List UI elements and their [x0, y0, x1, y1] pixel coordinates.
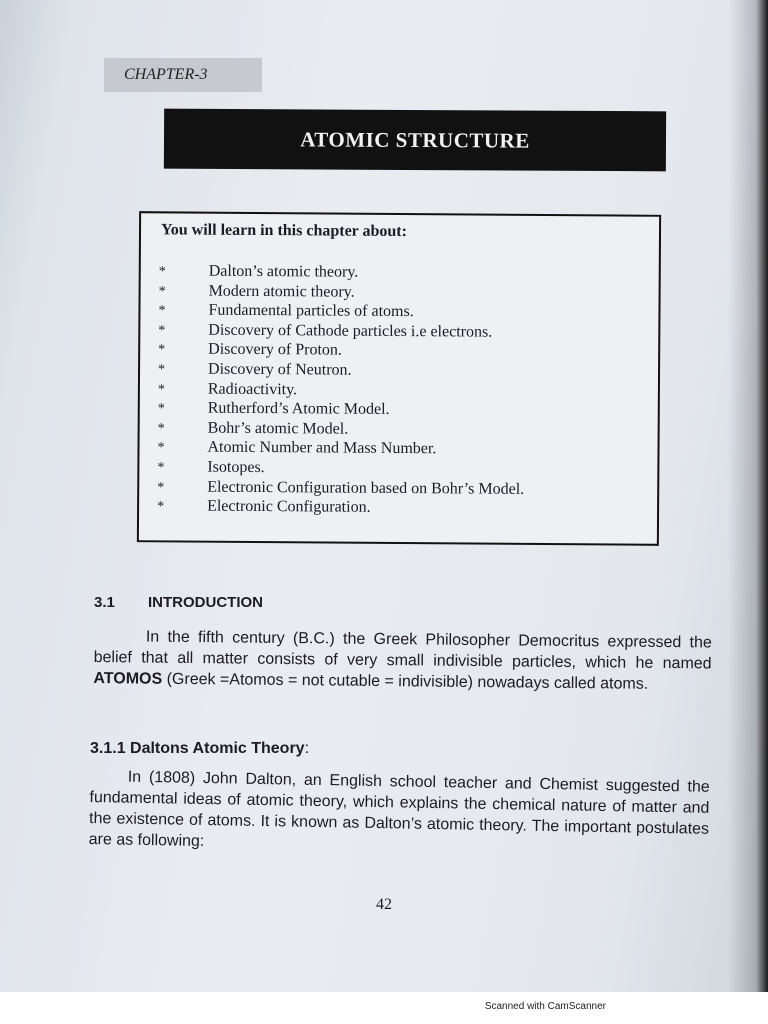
bullet-star: * [157, 440, 165, 456]
introduction-paragraph: In the fifth century (B.C.) the Greek Philosopher Democritus expressed the belief that all matter consists of very small indivisible particles, which he named ATOMOS (Greek =Atomos = not cutable = indivisible) nowadays called atoms. [93, 628, 712, 693]
page-number: 42 [376, 896, 392, 913]
list-item: * Electronic Configuration. [157, 497, 371, 516]
list-item: * Modern atomic theory. [158, 282, 355, 301]
bullet-star: * [157, 460, 165, 476]
bullet-star: * [157, 499, 165, 515]
list-item: * Fundamental particles of atoms. [158, 301, 414, 321]
list-item: * Dalton’s atomic theory. [158, 262, 359, 281]
scanner-watermark: Scanned with CamScanner [484, 1001, 606, 1012]
list-item: * Discovery of Neutron. [158, 360, 352, 379]
bullet-star: * [158, 283, 166, 299]
atomos-term: ATOMOS [93, 669, 163, 688]
bullet-star: * [158, 342, 166, 358]
learning-objectives-box [137, 211, 661, 546]
learning-objectives-list [153, 261, 526, 518]
bullet-star: * [158, 264, 166, 280]
list-item: * Radioactivity. [157, 380, 298, 398]
list-item: * Isotopes. [157, 458, 265, 477]
bullet-star: * [158, 362, 166, 378]
bullet-star: * [157, 421, 165, 437]
scanner-footer [0, 992, 768, 1024]
subsection-heading-dalton: 3.1.1 Daltons Atomic Theory: [90, 740, 310, 757]
learning-objectives-heading: You will learn in this chapter about: [160, 221, 408, 241]
section-title: INTRODUCTION [148, 594, 263, 611]
chapter-title: ATOMIC STRUCTURE [164, 109, 666, 172]
section-heading-introduction [94, 594, 263, 611]
list-item: * Atomic Number and Mass Number. [157, 439, 437, 458]
list-item: * Bohr’s atomic Model. [157, 419, 349, 438]
page-edge-shadow [728, 0, 768, 992]
bullet-star: * [157, 479, 165, 495]
list-item: * Rutherford’s Atomic Model. [157, 399, 390, 419]
section-number: 3.1 [94, 594, 115, 611]
list-item: * Electronic Configuration based on Bohr’s Model. [157, 478, 525, 498]
bullet-star: * [158, 323, 166, 339]
chapter-label: CHAPTER-3 [104, 58, 262, 92]
bullet-star: * [157, 401, 165, 417]
list-item: * Discovery of Cathode particles i.e electrons. [158, 321, 493, 341]
bullet-star: * [157, 381, 165, 397]
list-item: * Discovery of Proton. [158, 341, 343, 359]
bullet-star: * [158, 303, 166, 319]
dalton-paragraph: In (1808) John Dalton, an English school teacher and Chemist suggested the fundamental ideas of atomic theory, which explains the chemical nature of matter and the existence of atoms. It is known as Dalton’s atomic theory. The important postulates are as following: [88, 768, 710, 851]
